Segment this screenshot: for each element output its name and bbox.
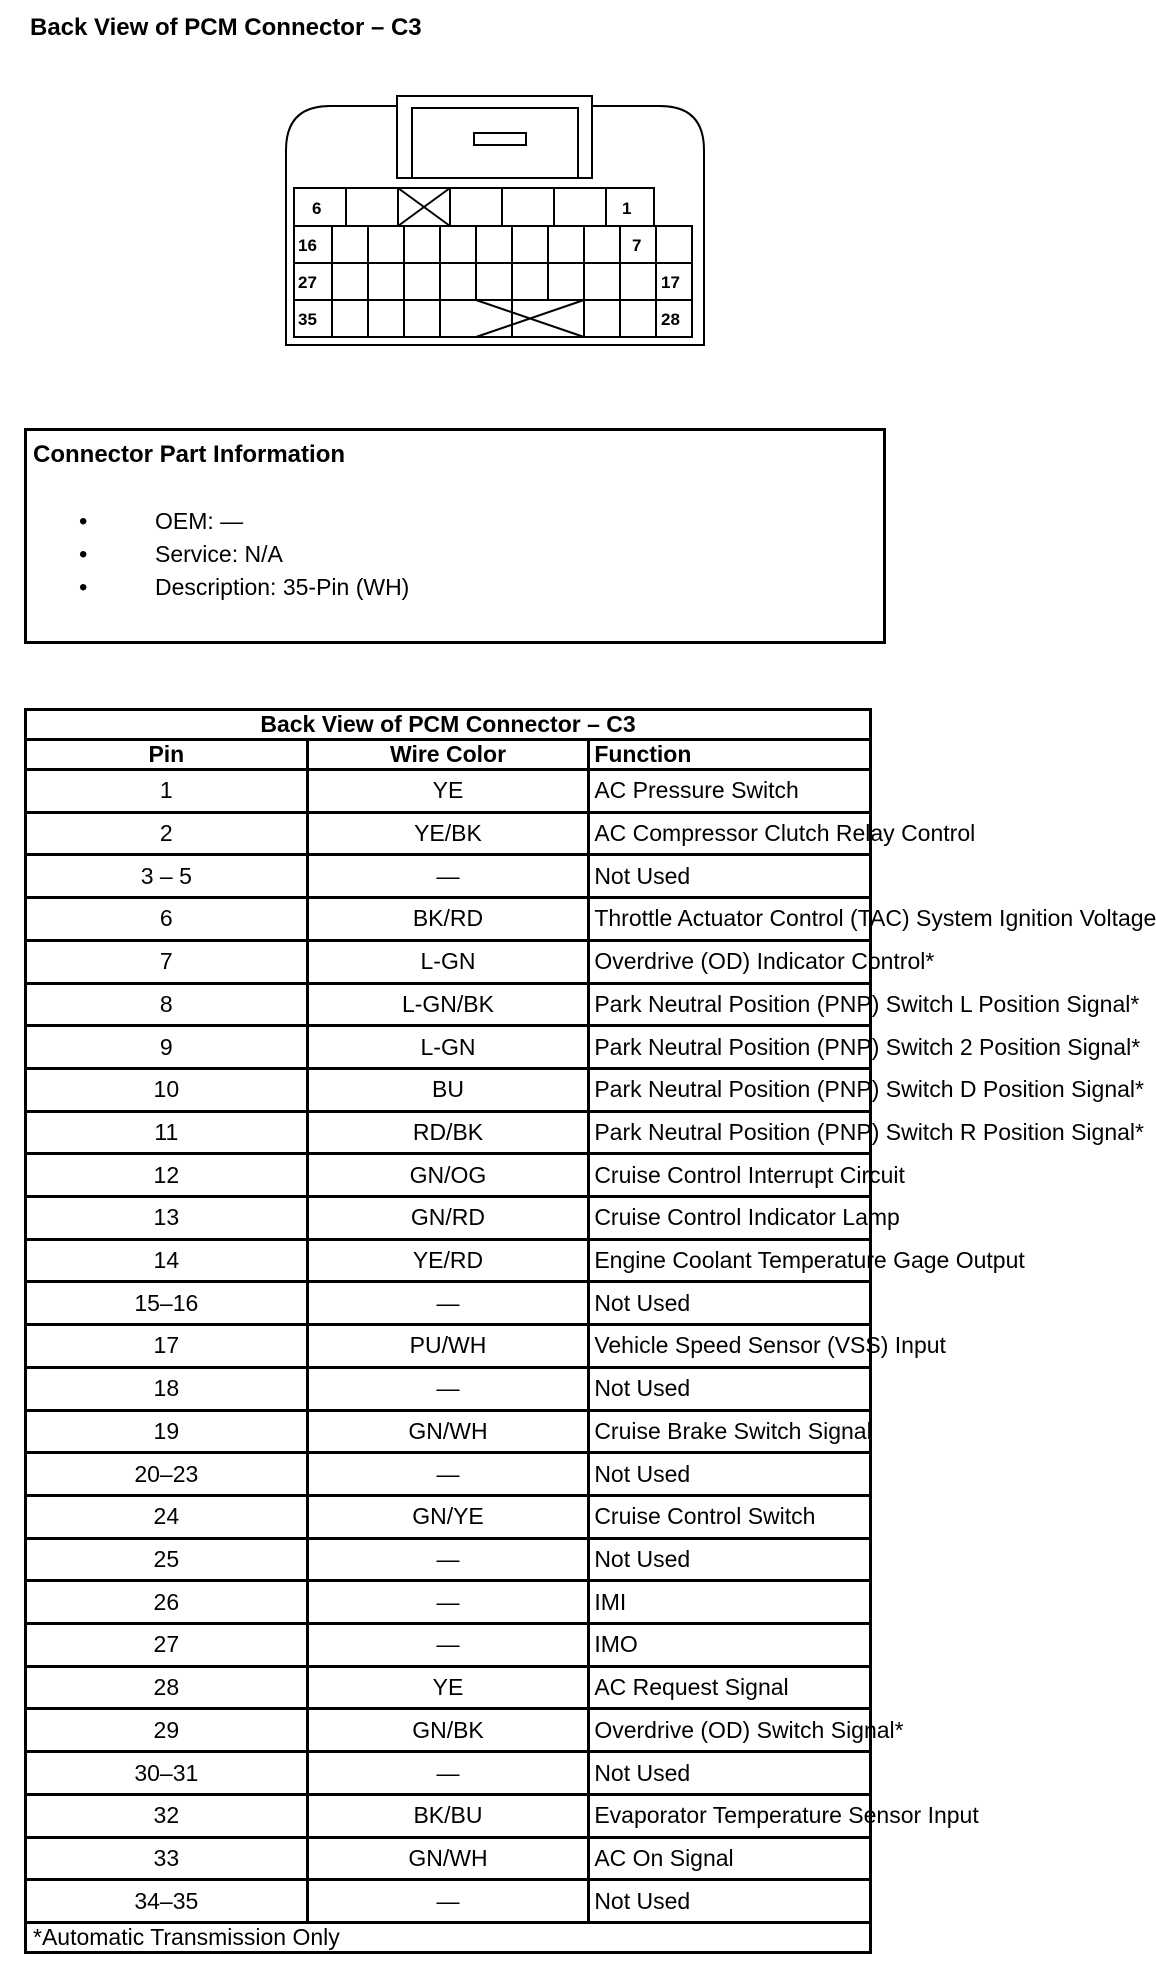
pin-cell: 25	[26, 1538, 308, 1581]
wire-color-cell: —	[307, 1624, 589, 1667]
pinout-table	[24, 708, 1156, 1954]
wire-color-cell: —	[307, 1880, 589, 1923]
pin-cell: 2	[26, 812, 308, 855]
part-info-list	[79, 505, 409, 604]
pin-cell: 9	[26, 1026, 308, 1069]
table-row	[26, 1794, 871, 1837]
pin-cell: 20–23	[26, 1453, 308, 1496]
table-row	[26, 898, 871, 941]
part-info-heading: Connector Part Information	[33, 441, 346, 468]
table-row	[26, 770, 871, 813]
function-cell: Cruise Control Switch	[589, 1495, 871, 1538]
table-row	[26, 1239, 871, 1282]
table-row	[26, 1538, 871, 1581]
table-row	[26, 1111, 871, 1154]
pin-cell: 19	[26, 1410, 308, 1453]
pin-cell: 30–31	[26, 1752, 308, 1795]
wire-color-cell: —	[307, 1752, 589, 1795]
pin-cell: 3 – 5	[26, 855, 308, 898]
pin-label: 27	[298, 273, 317, 292]
table-footnote: *Automatic Transmission Only	[26, 1923, 871, 1953]
wire-color-cell: YE	[307, 770, 589, 813]
pin-label: 1	[622, 199, 632, 218]
table-body	[26, 770, 1156, 1923]
pin-cell: 14	[26, 1239, 308, 1282]
table-row	[26, 1068, 871, 1111]
pin-cell: 32	[26, 1794, 308, 1837]
function-cell: Park Neutral Position (PNP) Switch D Position Signal*	[589, 1068, 871, 1111]
function-cell: Not Used	[589, 1538, 871, 1581]
latch-slot	[474, 133, 526, 145]
table-row	[26, 1837, 871, 1880]
function-cell: Cruise Brake Switch Signal	[589, 1410, 871, 1453]
wire-color-cell: YE/RD	[307, 1239, 589, 1282]
connector-latch	[397, 96, 592, 106]
pin-label: 28	[661, 310, 680, 329]
pin-cell: 26	[26, 1581, 308, 1624]
wire-color-cell: —	[307, 855, 589, 898]
table-row	[26, 812, 871, 855]
pin-cell: 29	[26, 1709, 308, 1752]
function-cell: Park Neutral Position (PNP) Switch L Position Signal*	[589, 983, 871, 1026]
function-cell: Cruise Control Indicator Lamp	[589, 1197, 871, 1240]
wire-color-cell: GN/RD	[307, 1197, 589, 1240]
header-pin: Pin	[26, 740, 308, 770]
wire-color-cell: —	[307, 1538, 589, 1581]
wire-color-cell: —	[307, 1282, 589, 1325]
wire-color-cell: BK/RD	[307, 898, 589, 941]
pin-cell: 18	[26, 1367, 308, 1410]
pin-cell: 33	[26, 1837, 308, 1880]
table-row	[26, 1495, 871, 1538]
pin-cell: 13	[26, 1197, 308, 1240]
wire-color-cell: GN/YE	[307, 1495, 589, 1538]
table-row	[26, 940, 871, 983]
function-cell: Not Used	[589, 1367, 871, 1410]
header-wire-color: Wire Color	[307, 740, 589, 770]
table-row	[26, 1709, 871, 1752]
table-row	[26, 1453, 871, 1496]
pin-label: 6	[312, 199, 322, 218]
function-cell: AC Compressor Clutch Relay Control	[589, 812, 871, 855]
pin-cell: 1	[26, 770, 308, 813]
function-cell: Not Used	[589, 1282, 871, 1325]
pin-cell: 6	[26, 898, 308, 941]
wire-color-cell: GN/OG	[307, 1154, 589, 1197]
part-info-box	[24, 428, 886, 644]
pin-cell: 27	[26, 1624, 308, 1667]
function-cell: Throttle Actuator Control (TAC) System Ignition Voltage	[589, 898, 871, 941]
table-row	[26, 1880, 871, 1923]
pin-cell: 7	[26, 940, 308, 983]
table-row	[26, 1282, 871, 1325]
pin-cell: 28	[26, 1666, 308, 1709]
table-row	[26, 1026, 871, 1069]
pin-label: 7	[632, 236, 642, 255]
function-cell: Vehicle Speed Sensor (VSS) Input	[589, 1325, 871, 1368]
pin-cell: 11	[26, 1111, 308, 1154]
connector-diagram	[0, 0, 928, 360]
wire-color-cell: L-GN	[307, 1026, 589, 1069]
wire-color-cell: PU/WH	[307, 1325, 589, 1368]
pin-label: 16	[298, 236, 317, 255]
function-cell: IMI	[589, 1581, 871, 1624]
function-cell: AC On Signal	[589, 1837, 871, 1880]
table-title: Back View of PCM Connector – C3	[26, 710, 871, 740]
table-row	[26, 983, 871, 1026]
function-cell: Engine Coolant Temperature Gage Output	[589, 1239, 871, 1282]
wire-color-cell: L-GN/BK	[307, 983, 589, 1026]
function-cell: Not Used	[589, 1880, 871, 1923]
function-cell: Evaporator Temperature Sensor Input	[589, 1794, 871, 1837]
table-row	[26, 1367, 871, 1410]
function-cell: Cruise Control Interrupt Circuit	[589, 1154, 871, 1197]
pin-cell: 8	[26, 983, 308, 1026]
table-row	[26, 1325, 871, 1368]
wire-color-cell: BU	[307, 1068, 589, 1111]
table-row	[26, 1666, 871, 1709]
table-row	[26, 855, 871, 898]
function-cell: Overdrive (OD) Indicator Control*	[589, 940, 871, 983]
wire-color-cell: GN/WH	[307, 1837, 589, 1880]
function-cell: Park Neutral Position (PNP) Switch 2 Position Signal*	[589, 1026, 871, 1069]
wire-color-cell: YE	[307, 1666, 589, 1709]
pin-label: 35	[298, 310, 317, 329]
table-row	[26, 1624, 871, 1667]
function-cell: AC Pressure Switch	[589, 770, 871, 813]
wire-color-cell: RD/BK	[307, 1111, 589, 1154]
pin-cell: 15–16	[26, 1282, 308, 1325]
wire-color-cell: GN/BK	[307, 1709, 589, 1752]
wire-color-cell: GN/WH	[307, 1410, 589, 1453]
page-title: Back View of PCM Connector – C3	[30, 14, 422, 41]
pin-cell: 17	[26, 1325, 308, 1368]
table-row	[26, 1197, 871, 1240]
wire-color-cell: —	[307, 1581, 589, 1624]
part-info-item: • Service: N/A	[79, 538, 409, 571]
function-cell: IMO	[589, 1624, 871, 1667]
wire-color-cell: —	[307, 1367, 589, 1410]
pin-cell: 10	[26, 1068, 308, 1111]
table-row	[26, 1154, 871, 1197]
pin-cell: 34–35	[26, 1880, 308, 1923]
function-cell: AC Request Signal	[589, 1666, 871, 1709]
table-row	[26, 1752, 871, 1795]
pin-cell: 24	[26, 1495, 308, 1538]
function-cell: Overdrive (OD) Switch Signal*	[589, 1709, 871, 1752]
pin-label: 17	[661, 273, 680, 292]
table-row	[26, 1581, 871, 1624]
pin-cell: 12	[26, 1154, 308, 1197]
part-info-item: • Description: 35-Pin (WH)	[79, 571, 409, 604]
function-cell: Not Used	[589, 1453, 871, 1496]
wire-color-cell: BK/BU	[307, 1794, 589, 1837]
wire-color-cell: YE/BK	[307, 812, 589, 855]
wire-color-cell: L-GN	[307, 940, 589, 983]
wire-color-cell: —	[307, 1453, 589, 1496]
function-cell: Park Neutral Position (PNP) Switch R Position Signal*	[589, 1111, 871, 1154]
function-cell: Not Used	[589, 1752, 871, 1795]
table-row	[26, 1410, 871, 1453]
header-function: Function	[589, 740, 871, 770]
part-info-item: • OEM: —	[79, 505, 409, 538]
function-cell: Not Used	[589, 855, 871, 898]
